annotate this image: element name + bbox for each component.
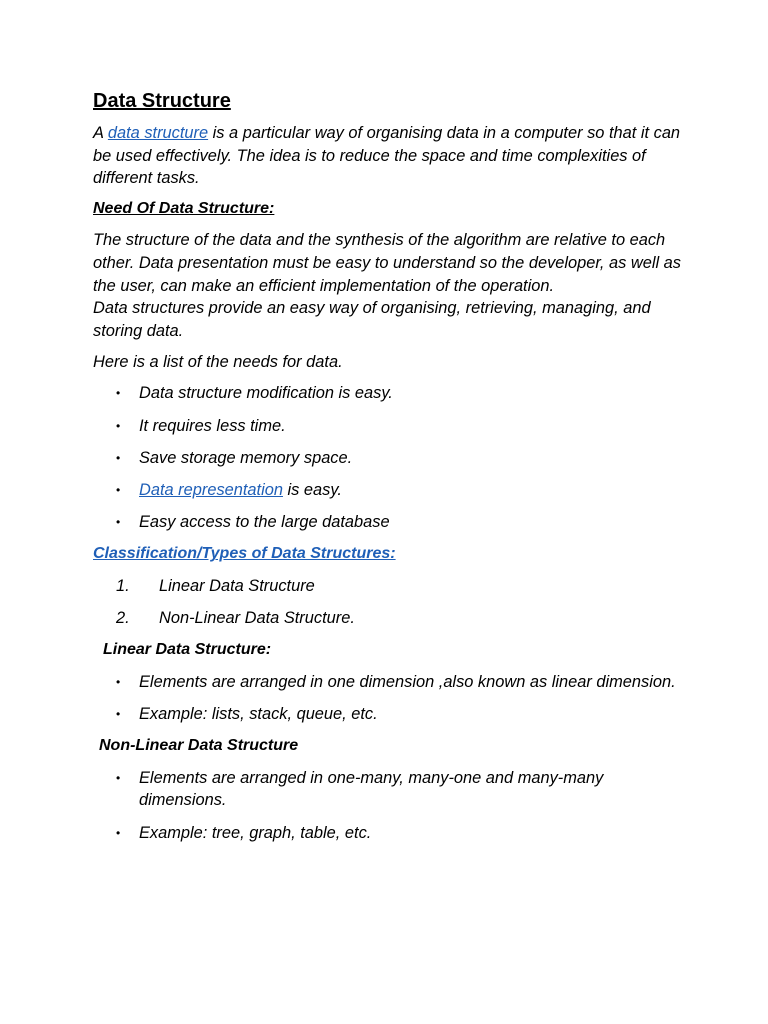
intro-suffix: is a particular way of organising data in a computer so that it can be used effectively. The idea is to reduce the space and time complexities of different tasks.: [93, 124, 681, 188]
list-item: [93, 575, 683, 598]
bullet-icon: •: [116, 674, 121, 689]
list-item-text: It requires less time.: [139, 416, 286, 435]
nonlinear-heading: Non-Linear Data Structure: [99, 737, 299, 755]
bullet-icon: •: [116, 418, 121, 433]
list-item-text: Elements are arranged in one dimension ,also known as linear dimension.: [139, 672, 676, 691]
list-number: 1.: [116, 576, 130, 595]
list-item-text: Elements are arranged in one-many, many-one and many-many dimensions.: [139, 768, 604, 810]
list-item: [93, 607, 683, 630]
list-item: [93, 767, 683, 812]
data-structure-link[interactable]: data structure: [107, 124, 209, 142]
bullet-icon: •: [116, 482, 121, 497]
page-title: Data Structure: [93, 90, 231, 112]
needs-list: [93, 382, 683, 534]
list-item-text: is easy.: [282, 480, 342, 499]
bullet-icon: •: [116, 770, 121, 785]
bullet-icon: •: [116, 706, 121, 721]
list-item-text: Save storage memory space.: [139, 448, 353, 467]
list-item: [93, 703, 683, 726]
list-item: [93, 382, 683, 405]
intro-paragraph: [93, 122, 683, 190]
needs-intro: Here is a list of the needs for data.: [93, 352, 343, 371]
linear-heading: Linear Data Structure:: [103, 641, 272, 659]
document-body: [93, 88, 683, 854]
list-item: [93, 479, 683, 502]
list-item-text: Non-Linear Data Structure.: [159, 609, 355, 628]
bullet-icon: •: [116, 825, 121, 840]
list-item: [93, 822, 683, 845]
list-item: [93, 447, 683, 470]
need-heading: Need Of Data Structure:: [93, 200, 275, 218]
list-item-text: Example: lists, stack, queue, etc.: [139, 704, 378, 723]
list-number: 2.: [116, 609, 130, 628]
types-list: [93, 575, 683, 630]
bullet-icon: •: [116, 450, 121, 465]
bullet-icon: •: [116, 386, 121, 401]
need-paragraph-1: The structure of the data and the synthesis of the algorithm are relative to each other. Data presentation must be easy to understand so the developer, as well as the user, can make an efficient implementation of the operation.: [93, 231, 681, 295]
list-item-text: Data structure modification is easy.: [139, 384, 393, 403]
linear-list: [93, 671, 683, 726]
list-item-text: Easy access to the large database: [139, 513, 390, 532]
list-item-text: Linear Data Structure: [159, 576, 315, 595]
need-paragraph-2: Data structures provide an easy way of organising, retrieving, managing, and storing data.: [93, 299, 651, 340]
list-item: [93, 671, 683, 694]
data-representation-link[interactable]: Data representation: [139, 480, 283, 499]
intro-prefix: A: [93, 124, 108, 142]
bullet-icon: •: [116, 515, 121, 530]
list-item-text: Example: tree, graph, table, etc.: [139, 823, 372, 842]
classification-heading-link[interactable]: Classification/Types of Data Structures:: [93, 545, 396, 563]
nonlinear-list: [93, 767, 683, 845]
list-item: [93, 511, 683, 534]
list-item: [93, 415, 683, 438]
